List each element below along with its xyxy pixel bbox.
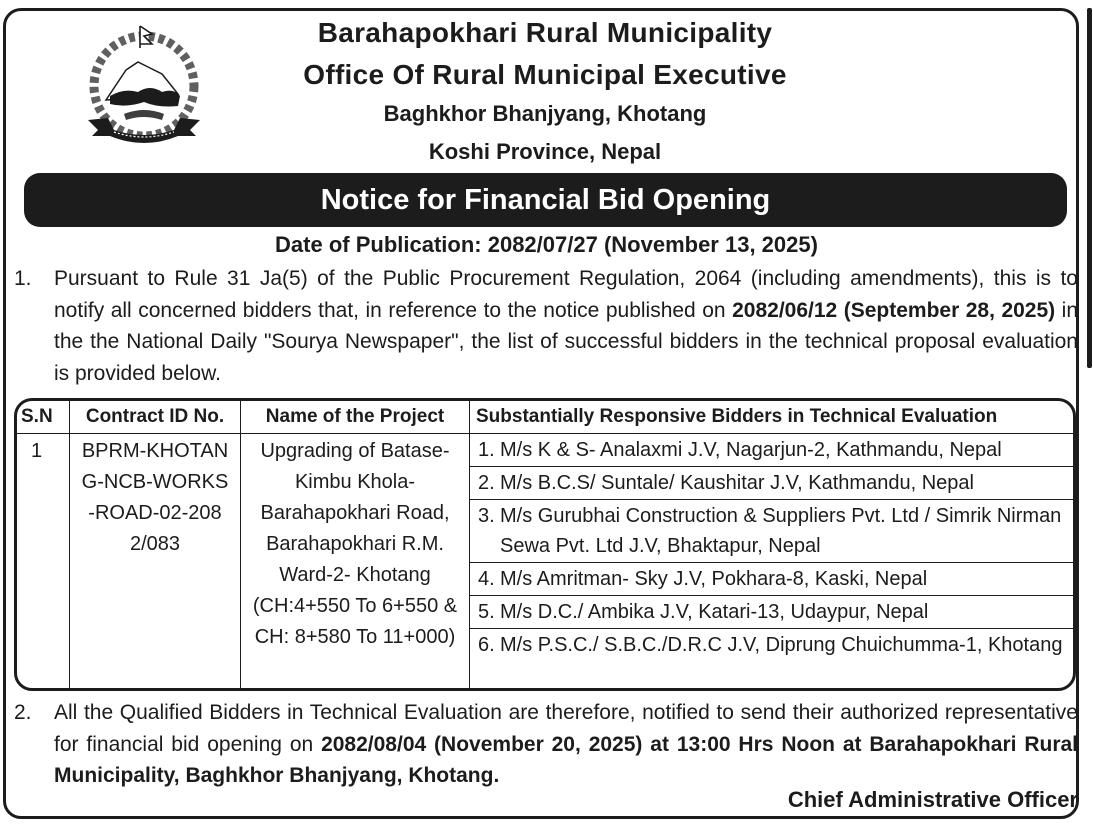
- paragraph-text: [54, 263, 1078, 389]
- list-item: [470, 467, 1073, 500]
- bidder-name: M/s D.C./ Ambika J.V, Katari-13, Udaypur, Nepal: [500, 601, 929, 623]
- nepal-emblem-icon: [78, 22, 210, 150]
- bidder-name: M/s P.S.C./ S.B.C./D.R.C J.V, Diprung Chuichumma-1, Khotang: [500, 634, 1063, 656]
- column-header-project: Name of the Project: [241, 401, 470, 434]
- office-address: Baghkhor Bhanjyang, Khotang: [383, 101, 707, 126]
- cell-project: [241, 434, 470, 689]
- notice-title-banner: [24, 173, 1067, 227]
- paragraph-text-part: Pursuant to Rule 31 Ja(5) of the Public Procurement Regulation, 2064 (including amendments), this is to notify all concerned bidders that, in reference to the notice published on: [54, 267, 1078, 322]
- contract-id-text: BPRM-KHOTANG-NCB-WORKS-ROAD-02-2082/083: [81, 440, 229, 555]
- column-header-sn: S.N: [17, 401, 70, 434]
- cell-bidders: [470, 434, 1074, 689]
- column-header-contract-id: Contract ID No.: [70, 401, 241, 434]
- paragraph-1: [14, 263, 1078, 389]
- paragraph-text-part: All the Qualified Bidders in Technical Evaluation are therefore, notified to send their authorized representative for financial bid opening on: [54, 701, 1078, 756]
- bidders-table: [14, 398, 1076, 691]
- table-row: [17, 434, 1073, 689]
- paragraph-number: 2.: [14, 701, 32, 724]
- paragraph-text-part: in the the National Daily "Sourya Newspaper", the list of successful bidders in the technical proposal evaluation is provided below.: [54, 298, 1079, 385]
- bidder-name: M/s Amritman- Sky J.V, Pokhara-8, Kaski, Nepal: [500, 568, 928, 590]
- publication-date: Date of Publication: 2082/07/27 (November 13, 2025): [275, 232, 818, 257]
- office-province: Koshi Province, Nepal: [428, 139, 662, 164]
- bidder-name: M/s Gurubhai Construction & Suppliers Pvt. Ltd / Simrik Nirman Sewa Pvt. Ltd J.V, Bhaktapur, Nepal: [500, 505, 1062, 557]
- table-header-row: [17, 401, 1073, 434]
- list-item: [470, 563, 1073, 596]
- paragraph-number: 1.: [14, 267, 32, 290]
- bidder-number: 1.: [478, 439, 495, 461]
- office-name: Office Of Rural Municipal Executive: [303, 59, 787, 90]
- paragraph-text: [54, 697, 1078, 792]
- cell-sn: 1: [17, 434, 70, 689]
- bidder-number: 4.: [478, 568, 495, 590]
- list-item: [470, 434, 1073, 467]
- list-item: [470, 596, 1073, 629]
- signatory-title: Chief Administrative Officer: [787, 787, 1078, 812]
- cell-contract-id: [70, 434, 241, 689]
- column-header-bidders: Substantially Responsive Bidders in Technical Evaluation: [470, 401, 1074, 434]
- bidder-name: M/s B.C.S/ Suntale/ Kaushitar J.V, Kathmandu, Nepal: [500, 472, 974, 494]
- bidder-number: 2.: [478, 472, 495, 494]
- notice-title: Notice for Financial Bid Opening: [320, 184, 771, 216]
- reference-date: 2082/06/12 (September 28, 2025): [732, 298, 1056, 322]
- project-text: Upgrading of Batase-Kimbu Khola-Barahapokhari Road, Barahapokhari R.M. Ward-2- Khotang (CH:4+550 To 6+550 & CH: 8+580 To 11+000): [252, 440, 458, 648]
- bidder-number: 5.: [478, 601, 495, 623]
- list-item: [470, 629, 1073, 661]
- bidder-number: 6.: [478, 634, 495, 656]
- bidder-name: M/s K & S- Analaxmi J.V, Nagarjun-2, Kathmandu, Nepal: [500, 439, 1002, 461]
- paragraph-2: [14, 697, 1078, 792]
- list-item: [470, 500, 1073, 563]
- page-edge-bar: [1087, 8, 1092, 368]
- bidder-number: 3.: [478, 505, 495, 527]
- opening-date-venue: 2082/08/04 (November 20, 2025) at 13:00 Hrs Noon at Barahapokhari Rural Municipality, Baghkhor Bhanjyang, Khotang.: [54, 732, 1079, 787]
- municipality-name: Barahapokhari Rural Municipality: [317, 17, 773, 48]
